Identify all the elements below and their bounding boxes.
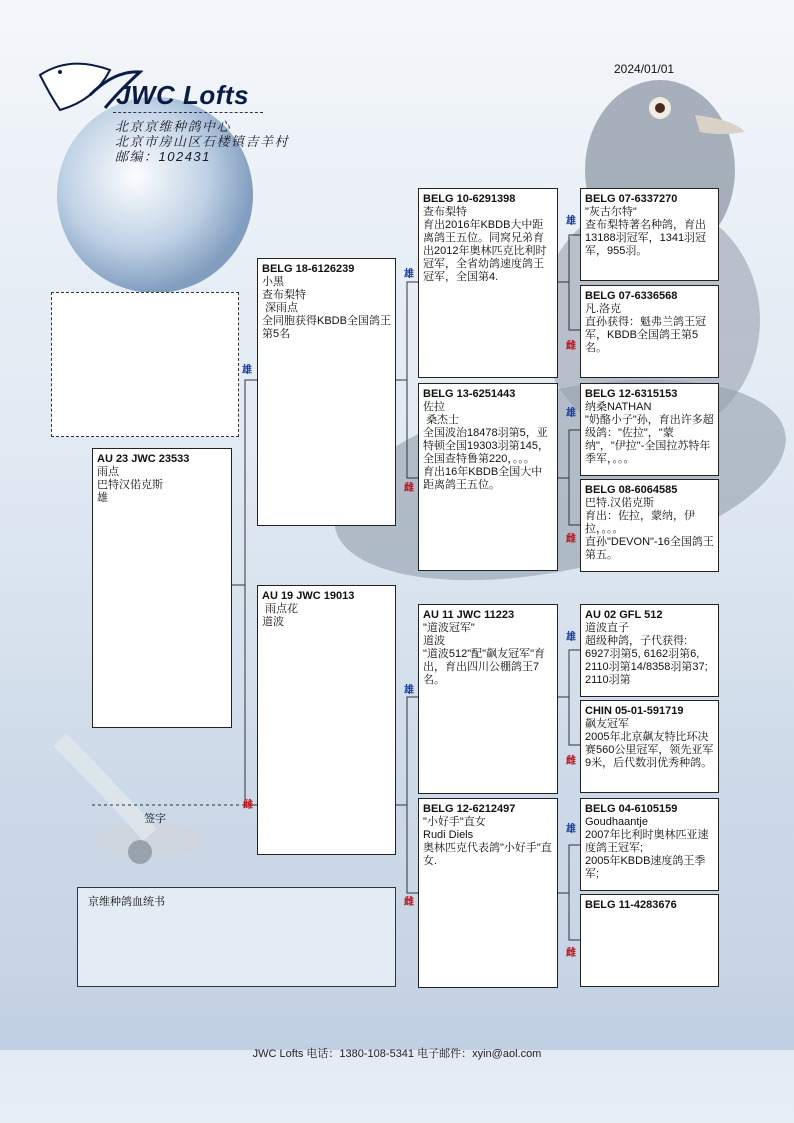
pigeon-box-sire-sire bbox=[418, 188, 558, 378]
pigeon-info-line: 全国波治18478羽第5，亚特顿全国19303羽第145，全国查特鲁第220，。。。 bbox=[423, 427, 549, 465]
male-marker: 雄 bbox=[566, 632, 576, 643]
pigeon-info-line: "道波冠军" bbox=[423, 622, 475, 634]
ring-number: BELG 12-6212497 bbox=[423, 803, 516, 815]
pigeon-info-line: 查布梨特著名种鸽，育出13188羽冠军，1341羽冠军，955羽。 bbox=[585, 219, 707, 257]
pigeon-info-line: 飙友冠军 bbox=[585, 718, 629, 730]
pigeon-info-line: 雄 bbox=[97, 492, 108, 504]
female-marker: 雌 bbox=[566, 341, 576, 352]
pigeon-box-ddd bbox=[580, 894, 719, 987]
pigeon-info-line: 纳桑NATHAN bbox=[585, 401, 652, 413]
pigeon-info-line: 巴特汉偌克斯 bbox=[97, 479, 163, 491]
pigeon-info-line: 育出16年KBDB全国大中距离鸽王五位。 bbox=[423, 466, 543, 491]
pigeon-info-line: 育出2016年KBDB大中距离鸽王五位。同窝兄弟育出2012年奥林匹克比利时冠军，全省幼鸽速度鸽王冠军，全国第4. bbox=[423, 219, 547, 283]
female-marker: 雌 bbox=[404, 483, 414, 494]
ring-number: BELG 12-6315153 bbox=[585, 388, 678, 400]
male-marker: 雄 bbox=[242, 365, 252, 376]
male-marker: 雄 bbox=[566, 216, 576, 227]
pigeon-info-line: 查布梨特 bbox=[423, 206, 467, 218]
photo-placeholder bbox=[51, 292, 239, 437]
pigeon-info-line: 直孙获得：魁弗兰鸽王冠军，KBDB全国鸽王第5名。 bbox=[585, 316, 706, 354]
pigeon-info-line: "奶酪小子"孙，育出许多超级鸽："佐拉"，"蒙纳"，"伊拉"-全国拉苏特年季军，。。。 bbox=[585, 414, 714, 465]
pigeon-info-line: 直孙"DEVON"-16全国鸽王第五。 bbox=[585, 536, 714, 561]
pigeon-info-line: "道波512"配"飙友冠军"育出，育出四川公棚鸽王7名。 bbox=[423, 648, 545, 686]
pigeon-info-line: 道波 bbox=[262, 616, 284, 628]
pigeon-info-line: 2005年KBDB速度鸽王季军; bbox=[585, 855, 706, 880]
address-line: 北京市房山区石楼镇吉羊村 bbox=[115, 134, 290, 149]
pigeon-box-subject bbox=[92, 448, 232, 728]
ring-number: BELG 07-6337270 bbox=[585, 193, 678, 205]
pigeon-info-line: 道波直子 bbox=[585, 622, 629, 634]
ring-number: BELG 04-6105159 bbox=[585, 803, 678, 815]
address-line: 邮编：102431 bbox=[115, 149, 211, 164]
pigeon-info-line: 超级种鸽，子代获得: 6927羽第5, 6162羽第6, 2110羽第14/8358羽第37; 2110羽第 bbox=[585, 635, 711, 686]
female-marker: 雌 bbox=[566, 756, 576, 767]
pigeon-box-dds bbox=[580, 798, 719, 891]
pigeon-info-line: 查布梨特 bbox=[262, 289, 306, 301]
pigeon-info-line: 奥林匹克代表鸽"小好手"直女. bbox=[423, 842, 552, 867]
pigeon-info-line: 巴特.汉偌克斯 bbox=[585, 497, 655, 509]
female-marker: 雌 bbox=[566, 948, 576, 959]
male-marker: 雄 bbox=[404, 685, 414, 696]
pigeon-info-line: Rudi Diels bbox=[423, 829, 474, 841]
pigeon-info-line: 全同胞获得KBDB全国鸽王第5名 bbox=[262, 315, 391, 340]
pigeon-box-ssd bbox=[580, 285, 719, 378]
male-marker: 雄 bbox=[566, 408, 576, 419]
ring-number: AU 11 JWC 11223 bbox=[423, 609, 515, 621]
document-date: 2024/01/01 bbox=[614, 62, 675, 76]
pigeon-info-line: 佐拉 bbox=[423, 401, 445, 413]
ring-number: AU 19 JWC 19013 bbox=[262, 590, 355, 602]
pigeon-info-line: "小好手"直女 bbox=[423, 816, 486, 828]
pigeon-box-sss bbox=[580, 188, 719, 281]
pigeon-box-dsd bbox=[580, 700, 719, 793]
address-line: 北京京维种鸽中心 bbox=[115, 119, 232, 134]
pigeon-info-line: 小黑 bbox=[262, 276, 284, 288]
certificate-box bbox=[77, 887, 396, 987]
pigeon-info-line: 道波 bbox=[423, 635, 445, 647]
pigeon-info-line: 凡.洛克 bbox=[585, 303, 622, 315]
pigeon-box-dss bbox=[580, 604, 719, 697]
pigeon-box-dam-sire bbox=[418, 604, 558, 794]
ring-number: BELG 08-6064585 bbox=[585, 484, 678, 496]
pigeon-box-dam-dam bbox=[418, 798, 558, 988]
pigeon-info-line: 桑杰士 bbox=[423, 414, 460, 426]
brand-name: JWC Lofts bbox=[116, 80, 250, 110]
ring-number: BELG 11-4283676 bbox=[585, 899, 677, 911]
female-marker: 雌 bbox=[404, 897, 414, 908]
ring-number: AU 23 JWC 23533 bbox=[97, 453, 190, 465]
pigeon-info-line: 2007年比利时奥林匹亚速度鸽王冠军; bbox=[585, 829, 709, 854]
pigeon-box-sire bbox=[257, 258, 396, 526]
ring-number: BELG 10-6291398 bbox=[423, 193, 516, 205]
brand-divider bbox=[113, 112, 263, 113]
certificate-title: 京维种鸽血统书 bbox=[88, 896, 165, 908]
pigeon-box-sire-dam bbox=[418, 383, 558, 571]
female-marker: 雌 bbox=[566, 534, 576, 545]
ring-number: CHIN 05-01-591719 bbox=[585, 705, 684, 717]
ring-number: BELG 07-6336568 bbox=[585, 290, 678, 302]
pigeon-info-line: Goudhaantje bbox=[585, 816, 648, 828]
pigeon-info-line: 雨点 bbox=[97, 466, 119, 478]
pigeon-info-line: "灰古尔特" bbox=[585, 206, 637, 218]
ring-number: BELG 18-6126239 bbox=[262, 263, 355, 275]
pigeon-box-sdd bbox=[580, 479, 719, 572]
pigeon-info-line: 2005年北京飙友特比环决赛560公里冠军，领先亚军9米，后代数羽优秀种鸽。 bbox=[585, 731, 714, 769]
ring-number: BELG 13-6251443 bbox=[423, 388, 516, 400]
signature-label: 签字 bbox=[144, 813, 166, 825]
female-marker: 雌 bbox=[243, 800, 253, 811]
footer-contact: JWC Lofts 电话：1380-108-5341 电子邮件：xyin@aol.com bbox=[252, 1048, 542, 1060]
pigeon-info-line: 雨点花 bbox=[262, 603, 299, 615]
pigeon-box-dam bbox=[257, 585, 396, 855]
pigeon-info-line: 深雨点 bbox=[262, 302, 299, 314]
pigeon-info-line: 育出：佐拉，蒙纳，伊拉，。。。 bbox=[585, 510, 695, 535]
male-marker: 雄 bbox=[404, 269, 414, 280]
ring-number: AU 02 GFL 512 bbox=[585, 609, 663, 621]
loft-address bbox=[115, 119, 289, 164]
male-marker: 雄 bbox=[566, 824, 576, 835]
pigeon-box-sds bbox=[580, 383, 719, 476]
